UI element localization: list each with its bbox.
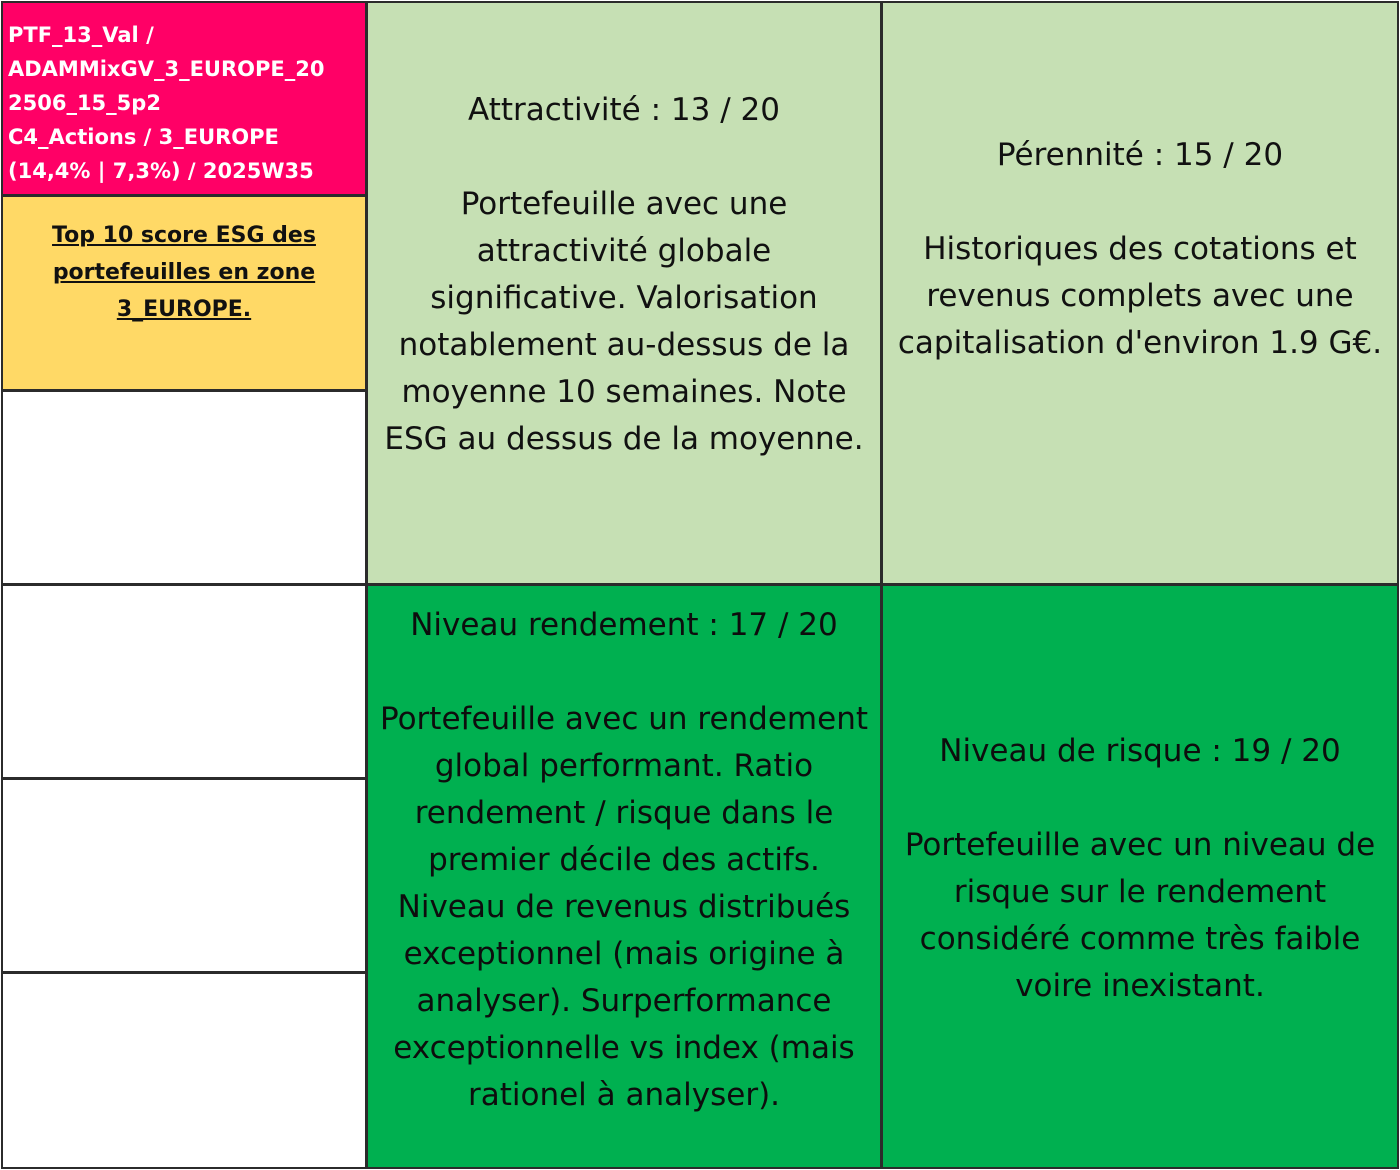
portfolio-header-line: (14,4% | 7,3%) / 2025W35	[8, 159, 314, 183]
attractivite-text: Portefeuille avec une attractivité globale significative. Valorisation notablement au-dessus de la moyenne 10 semaines. Note ESG au dessus de la moyenne.	[384, 186, 864, 457]
portfolio-header-line: ADAMMixGV_3_EUROPE_20	[8, 57, 325, 81]
esg-badge-title: Top 10 score ESG des portefeuilles en zone 3_EUROPE.	[52, 222, 316, 322]
risque-text: Portefeuille avec un niveau de risque sur le rendement considéré comme très faible voire inexistant.	[904, 827, 1376, 1004]
empty-cell	[1, 584, 367, 779]
esg-badge	[1, 195, 367, 391]
empty-cell	[1, 778, 367, 973]
portfolio-header	[1, 1, 367, 196]
risque-title: Niveau de risque : 19 / 20	[939, 733, 1341, 769]
attractivite-title: Attractivité : 13 / 20	[468, 92, 780, 128]
rendement-title: Niveau rendement : 17 / 20	[410, 607, 838, 643]
risque-panel	[881, 584, 1399, 1169]
rendement-text: Portefeuille avec un rendement global performant. Ratio rendement / risque dans le premier décile des actifs. Niveau de revenus distribués exceptionnel (mais origine à analyser). Surperformance exceptionnelle vs index (mais rationel à analyser).	[380, 701, 868, 1113]
rendement-panel	[366, 584, 882, 1169]
perennite-text: Historiques des cotations et revenus complets avec une capitalisation d'environ 1.9 G€.	[897, 230, 1383, 361]
empty-cell	[1, 390, 367, 585]
attractivite-panel	[366, 1, 882, 585]
empty-cell	[1, 972, 367, 1169]
perennite-title: Pérennité : 15 / 20	[996, 136, 1284, 173]
portfolio-header-line: C4_Actions / 3_EUROPE	[8, 125, 279, 149]
portfolio-header-line: PTF_13_Val /	[8, 23, 154, 47]
portfolio-header-line: 2506_15_5p2	[8, 91, 161, 115]
perennite-panel	[881, 1, 1399, 585]
